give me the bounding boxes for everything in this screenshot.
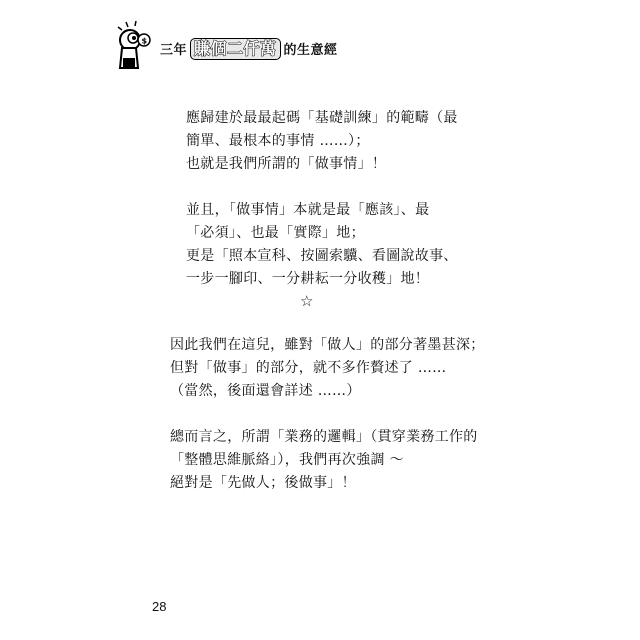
paragraph-basic-training bbox=[186, 107, 456, 176]
text-line: 一步一腳印、一分耕耘一分收穫」地！ bbox=[186, 271, 430, 287]
paragraph-therefore bbox=[170, 334, 485, 403]
text-line: 因此我們在這兒，雖對「做人」的部分著墨甚深； bbox=[170, 337, 485, 353]
page-number: 28 bbox=[152, 599, 167, 614]
mascot-logo-icon bbox=[112, 18, 154, 74]
running-header bbox=[112, 18, 372, 74]
text-line: 簡單、最根本的事情 ……）； bbox=[186, 133, 370, 149]
text-line: 總而言之，所謂「業務的邏輯」（貫穿業務工作的 bbox=[170, 429, 478, 445]
book-title-suffix: 的生意經 bbox=[283, 43, 338, 58]
book-title-emphasis: 賺個二仟萬 bbox=[190, 38, 281, 60]
text-line: （當然，後面還會詳述 ……） bbox=[170, 383, 361, 399]
text-line: 絕對是「先做人；後做事」！ bbox=[170, 475, 356, 491]
book-title bbox=[160, 38, 338, 61]
paragraph-doing-things bbox=[186, 199, 456, 291]
text-line: 「整體思維脈絡」），我們再次強調 ～ bbox=[170, 452, 404, 468]
text-line: 並且，「做事情」本就是最「應該」、最 bbox=[186, 202, 430, 218]
text-line: 應歸建於最最起碼「基礎訓練」的範疇（最 bbox=[186, 110, 458, 126]
text-line: 也就是我們所謂的「做事情」！ bbox=[186, 156, 387, 172]
text-line: 更是「照本宣科、按圖索驥、看圖說故事、 bbox=[186, 248, 458, 264]
star-divider-icon: ☆ bbox=[300, 292, 314, 310]
book-title-prefix: 三年 bbox=[160, 43, 188, 58]
svg-text:$: $ bbox=[141, 36, 148, 46]
paragraph-in-summary bbox=[170, 426, 478, 495]
text-line: 「必須」、也最「實際」地； bbox=[186, 225, 365, 241]
text-line: 但對「做事」的部分，就不多作贅述了 …… bbox=[170, 360, 447, 376]
